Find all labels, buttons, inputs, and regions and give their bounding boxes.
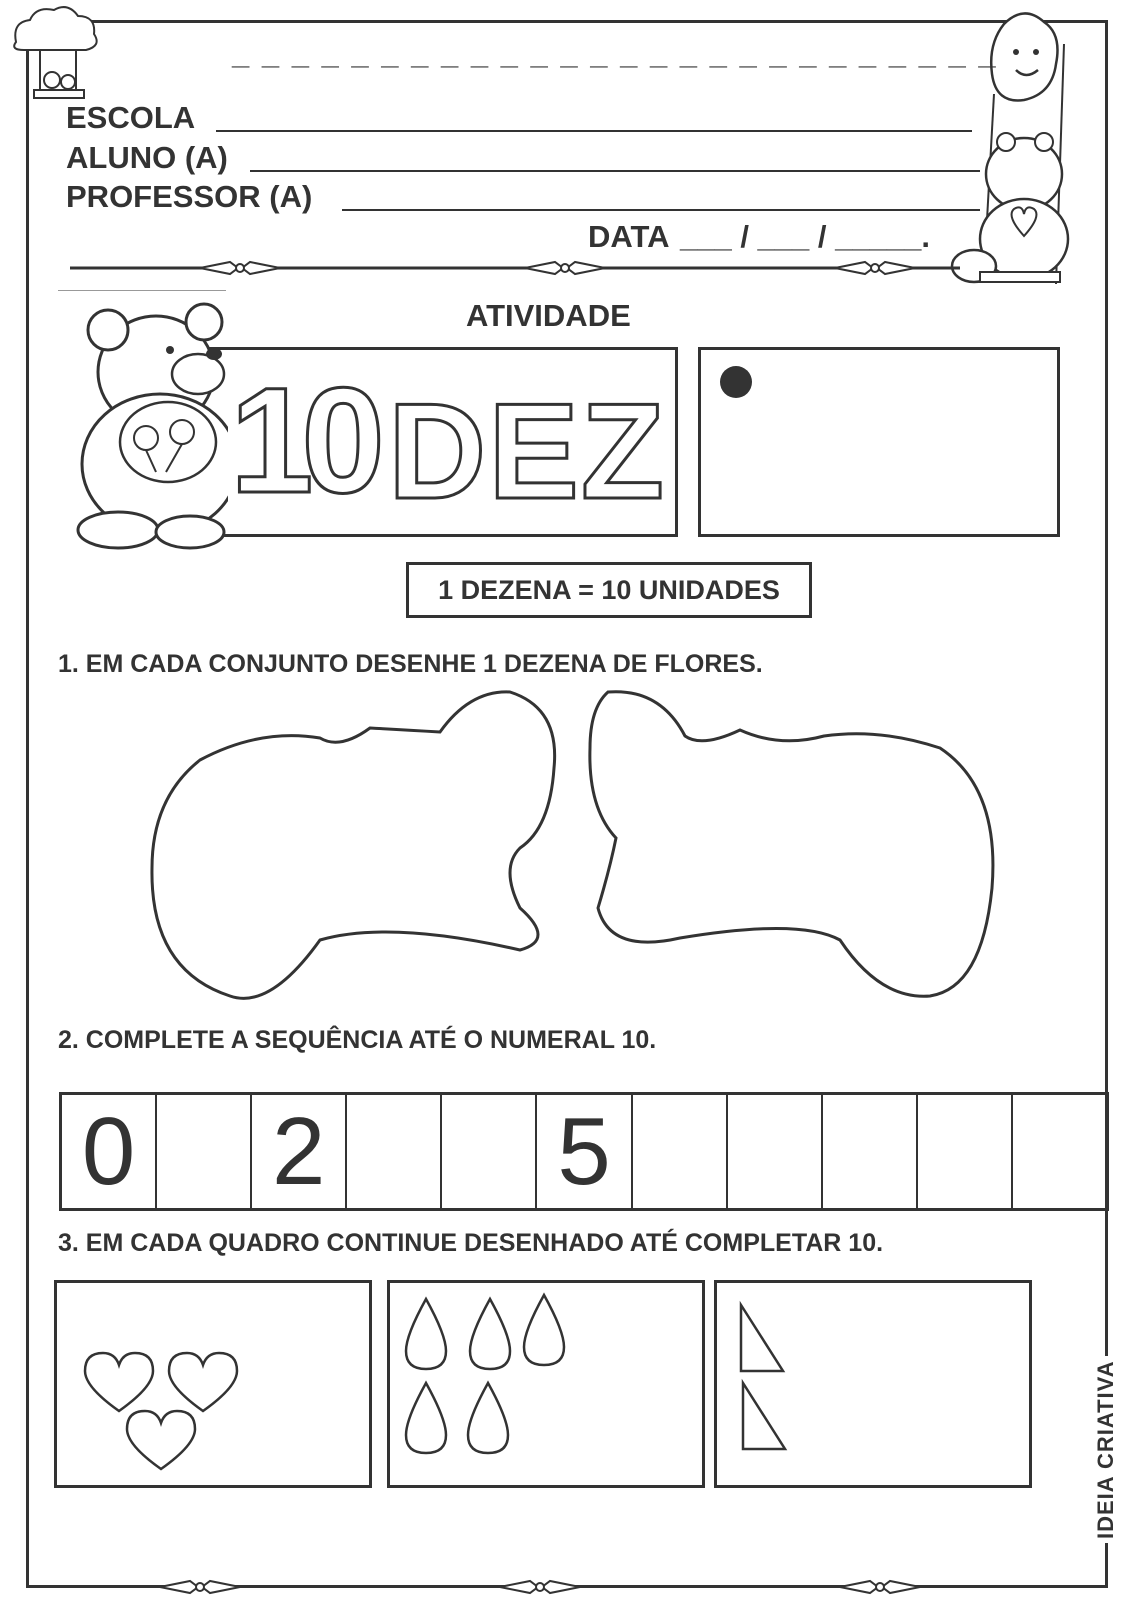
brand-label: IDEIA CRIATIVA: [1093, 1356, 1119, 1543]
teacher-label: PROFESSOR (A): [66, 179, 313, 214]
student-input-line[interactable]: [250, 170, 980, 172]
sequence-cell[interactable]: [918, 1095, 1013, 1208]
drop-icon: [468, 1383, 508, 1453]
school-input-line[interactable]: [216, 130, 972, 132]
equation-text: 1 DEZENA = 10 UNIDADES: [438, 574, 780, 605]
thin-rule: [58, 290, 226, 291]
ornamental-divider-bottom: [150, 1579, 950, 1599]
header-dashes: _ _ _ _ _ _ _ _ _ _ _ _ _ _ _ _ _ _ _ _ _ _ _ _ _ _: [232, 36, 998, 71]
student-label: ALUNO (A): [66, 140, 228, 175]
number-outline: 10: [230, 356, 373, 524]
sequence-cell[interactable]: 2: [252, 1095, 347, 1208]
triangles-box[interactable]: [714, 1280, 1032, 1488]
dot-icon: [720, 366, 752, 398]
triangles-drawing: [717, 1283, 1029, 1485]
drops-drawing: [390, 1283, 702, 1485]
sequence-cell[interactable]: [442, 1095, 537, 1208]
school-label: ESCOLA: [66, 100, 196, 135]
sequence-row: [59, 1092, 1109, 1211]
drawing-sets: [140, 688, 1010, 1008]
heart-icon: [169, 1353, 237, 1411]
word-outline: DEZ: [388, 375, 666, 527]
quantity-box[interactable]: [698, 347, 1060, 537]
set-shape-left: [152, 692, 555, 998]
cloud-swing-illustration: [6, 2, 102, 112]
date-blanks[interactable]: ___ / ___ / _____.: [680, 219, 930, 254]
ornamental-divider-top: [70, 258, 960, 278]
drop-icon: [406, 1383, 446, 1453]
sequence-cell[interactable]: 0: [62, 1095, 157, 1208]
drop-icon: [470, 1299, 510, 1369]
sequence-cell[interactable]: [1013, 1095, 1106, 1208]
question-2: 2. COMPLETE A SEQUÊNCIA ATÉ O NUMERAL 10.: [58, 1026, 657, 1054]
teacher-input-line[interactable]: [342, 209, 980, 211]
date-label: DATA: [588, 219, 670, 254]
activity-title: ATIVIDADE: [466, 298, 631, 333]
drop-icon: [406, 1299, 446, 1369]
hearts-box[interactable]: [54, 1280, 372, 1488]
equation-box: [406, 562, 812, 618]
heart-icon: [85, 1353, 153, 1411]
triangle-icon: [743, 1383, 785, 1449]
drop-icon: [524, 1295, 564, 1365]
sequence-cell[interactable]: 5: [537, 1095, 632, 1208]
sequence-cell[interactable]: [347, 1095, 442, 1208]
set-shape-right: [590, 692, 993, 997]
sequence-cell[interactable]: [728, 1095, 823, 1208]
sequence-cell[interactable]: [823, 1095, 918, 1208]
sequence-cell[interactable]: [633, 1095, 728, 1208]
triangle-icon: [741, 1305, 783, 1371]
bear-flowers-illustration: [58, 292, 228, 554]
drops-box[interactable]: [387, 1280, 705, 1488]
hearts-drawing: [57, 1283, 369, 1485]
question-1: 1. EM CADA CONJUNTO DESENHE 1 DEZENA DE FLORES.: [58, 650, 763, 678]
heart-icon: [127, 1411, 195, 1469]
sequence-cell[interactable]: [157, 1095, 252, 1208]
question-3: 3. EM CADA QUADRO CONTINUE DESENHADO ATÉ COMPLETAR 10.: [58, 1229, 884, 1257]
